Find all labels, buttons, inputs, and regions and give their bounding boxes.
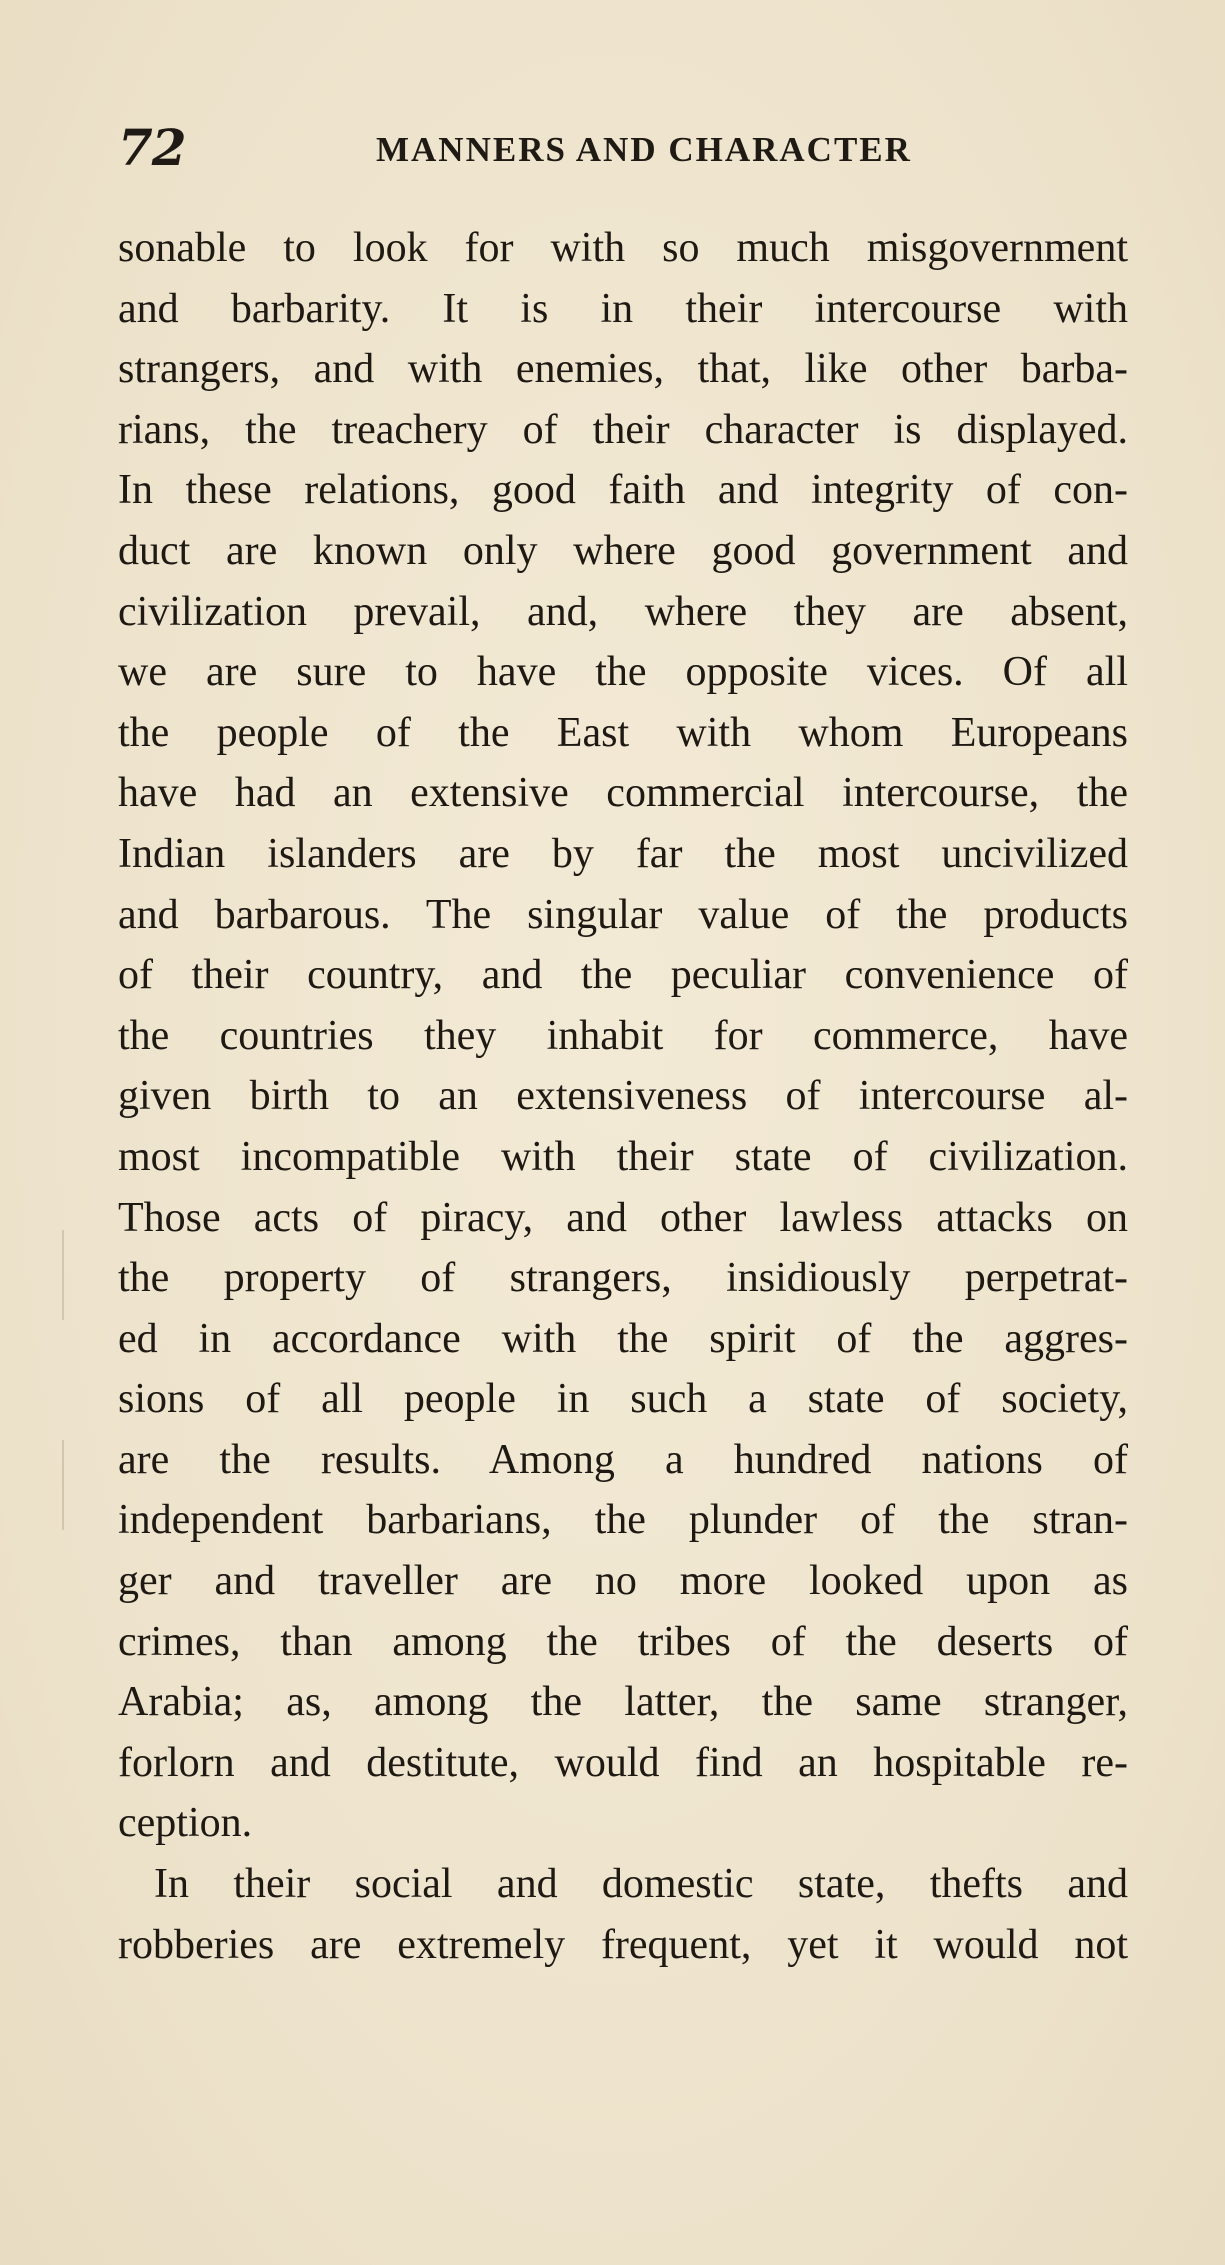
page-edge-mark: [62, 1230, 64, 1320]
text-line: Arabia; as, among the latter, the same stranger,: [118, 1679, 1128, 1726]
text-line: independent barbarians, the plunder of the stran-: [118, 1497, 1128, 1544]
text-line: have had an extensive commercial intercourse, the: [118, 770, 1128, 817]
text-line: sions of all people in such a state of society,: [118, 1376, 1128, 1423]
text-line: of their country, and the peculiar convenience of: [118, 952, 1128, 999]
text-line: sonable to look for with so much misgovernment: [118, 225, 1128, 271]
text-line: ed in accordance with the spirit of the aggres-: [118, 1315, 1128, 1362]
text-line: ger and traveller are no more looked upon as: [118, 1558, 1128, 1605]
running-head: MANNERS AND CHARACTER: [376, 130, 912, 169]
text-line: crimes, than among the tribes of the deserts of: [118, 1618, 1128, 1665]
text-line: forlorn and destitute, would find an hospitable re-: [118, 1739, 1128, 1786]
text-line: Those acts of piracy, and other lawless attacks on: [118, 1194, 1128, 1241]
text-line: the people of the East with whom Europeans: [118, 709, 1128, 756]
body-text: [118, 218, 1128, 1975]
text-line: given birth to an extensiveness of intercourse al-: [118, 1073, 1128, 1120]
text-line: the property of strangers, insidiously perpetrat-: [118, 1255, 1128, 1302]
text-line: robberies are extremely frequent, yet it would not: [118, 1921, 1128, 1968]
text-line: In their social and domestic state, thefts and: [154, 1861, 1128, 1908]
text-line: Indian islanders are by far the most uncivilized: [118, 830, 1128, 877]
text-line: the countries they inhabit for commerce, have: [118, 1012, 1128, 1059]
text-line: and barbarous. The singular value of the products: [118, 891, 1128, 938]
text-line: civilization prevail, and, where they are absent,: [118, 588, 1128, 635]
text-line: ception.: [118, 1800, 253, 1847]
text-line: most incompatible with their state of civilization.: [118, 1133, 1128, 1180]
text-line: are the results. Among a hundred nations of: [118, 1436, 1128, 1483]
page-header: [118, 118, 1128, 178]
text-line: In these relations, good faith and integrity of con-: [118, 467, 1128, 514]
text-line: rians, the treachery of their character is displayed.: [118, 406, 1128, 453]
text-line: duct are known only where good government and: [118, 527, 1128, 574]
text-line: strangers, and with enemies, that, like other barba-: [118, 346, 1128, 393]
page-number: 72: [118, 118, 186, 177]
text-line: we are sure to have the opposite vices. Of all: [118, 649, 1128, 696]
page-edge-mark: [62, 1440, 64, 1530]
text-line: and barbarity. It is in their intercourse with: [118, 285, 1128, 332]
